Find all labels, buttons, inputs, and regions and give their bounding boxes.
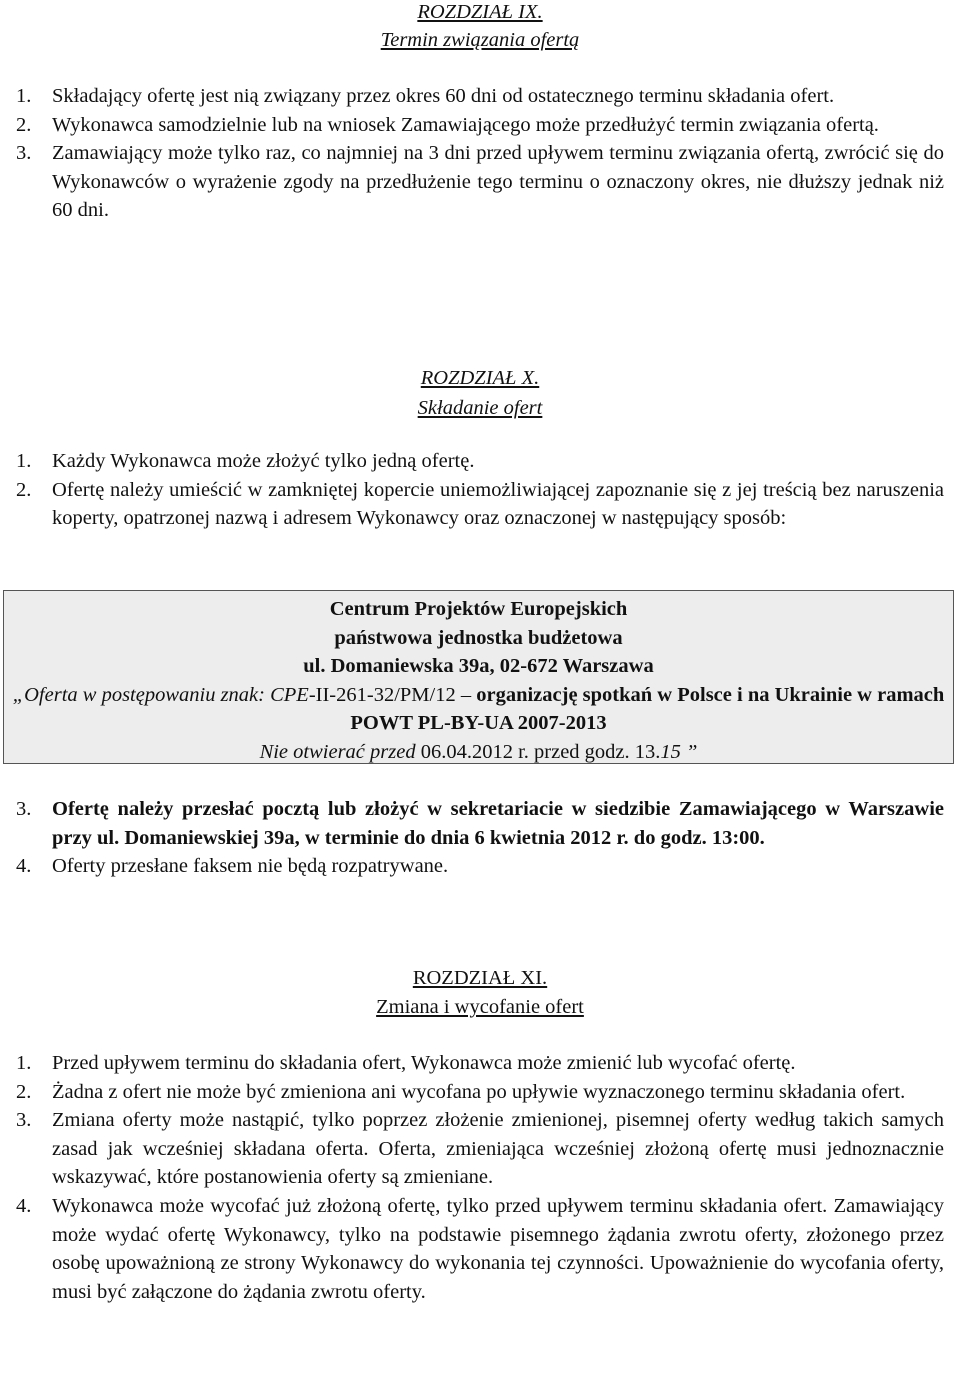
chapter-10-title: Składanie ofert — [417, 397, 543, 419]
list-item: 1. Przed upływem terminu do składania ofert, Wykonawca może zmienić lub wycofać ofertę. — [16, 1052, 796, 1074]
address-line: Centrum Projektów Europejskich — [329, 598, 628, 620]
chapter-11-title: Zmiana i wycofanie ofert — [376, 996, 584, 1018]
envelope-address-box — [3, 590, 954, 764]
list-item: 1. Składający ofertę jest nią związany przez okres 60 dni od ostatecznego terminu składania ofert. — [16, 85, 835, 107]
chapter-10-list — [0, 447, 944, 533]
list-item: 1. Każdy Wykonawca może złożyć tylko jedną ofertę. — [16, 450, 475, 472]
list-item: 3. Zamawiający może tylko raz, co najmniej na 3 dni przed upływem terminu związania ofertą, zwrócić się do Wykonawców o wyrażenie zgody na przedłużenie tego terminu o oznaczony okres, nie dłuższy jednak niż 60 dni. — [16, 142, 944, 222]
chapter-11-list — [0, 1049, 944, 1306]
chapter-10-list-continued — [0, 795, 944, 881]
list-item: 4. Wykonawca może wycofać już złożoną ofertę, tylko przed upływem terminu składania ofert. Zamawiający może wydać ofertę Wykonawcy, tylko na podstawie pisemnego żądania zwrotu oferty, złożonego przez osobę upoważnioną ze strony Wykonawcy do wykonania tej czynności. Upoważnienie do wycofania oferty, musi być załączone do żądania zwrotu oferty. — [16, 1194, 944, 1303]
list-item: 2. Ofertę należy umieścić w zamkniętej kopercie uniemożliwiającej zapoznanie się z jej treścią bez naruszenia koperty, opatrzonej nazwą i adresem Wykonawcy oraz oznaczonej w następujący sposób: — [16, 478, 944, 530]
address-line: ul. Domaniewska 39a, 02-672 Warszawa — [303, 655, 654, 677]
chapter-9-title: Termin związania ofertą — [380, 29, 580, 51]
do-not-open-notice: Nie otwierać przed 06.04.2012 r. przed godz. 13.15 ” — [259, 740, 698, 763]
list-item: 3. Zmiana oferty może nastąpić, tylko poprzez złożenie zmienionej, pisemnej oferty według takich samych zasad jak wcześniej składana oferta. Oferta, zmieniająca wcześniej złożoną ofertę musi jednoznacznie wskazywać, które postanowienia oferty są zmieniane. — [16, 1109, 944, 1189]
chapter-9-number: ROZDZIAŁ IX. — [417, 1, 543, 23]
list-item: 4. Oferty przesłane faksem nie będą rozpatrywane. — [16, 855, 449, 878]
chapter-9-list — [0, 82, 944, 225]
offer-reference: „Oferta w postępowaniu znak: CPE-II-261-32/PM/12 – organizację spotkań w Polsce i na Ukrainie w ramach POWT PL-BY-UA 2007-2013 — [12, 683, 945, 734]
list-item: 2. Wykonawca samodzielnie lub na wniosek Zamawiającego może przedłużyć termin związania ofertą. — [16, 113, 879, 136]
address-line: państwowa jednostka budżetowa — [334, 626, 623, 649]
chapter-11-number: ROZDZIAŁ XI. — [412, 967, 548, 989]
chapter-10-number: ROZDZIAŁ X. — [420, 367, 540, 389]
list-item: 2. Żadna z ofert nie może być zmieniona ani wycofana po upływie wyznaczonego terminu składania ofert. — [16, 1080, 906, 1103]
list-item: 3. Ofertę należy przesłać pocztą lub złożyć w sekretariacie w siedzibie Zamawiającego w Warszawie przy ul. Domaniewskiej 39a, w terminie do dnia 6 kwietnia 2012 r. do godz. 13:00. — [16, 798, 944, 849]
